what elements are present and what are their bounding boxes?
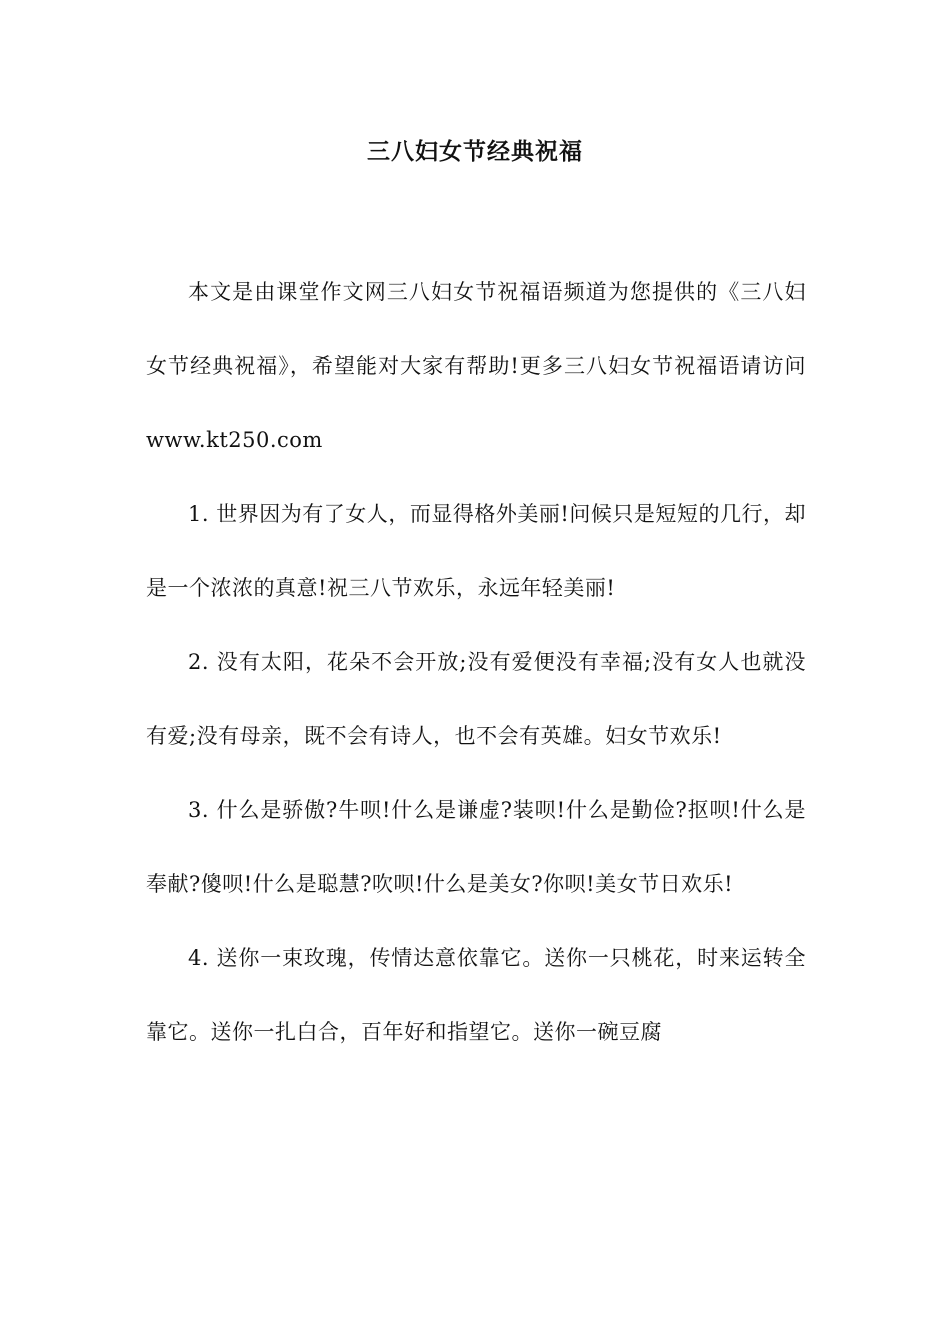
wish-paragraph-1: 1. 世界因为有了女人，而显得格外美丽!问候只是短短的几行，却是一个浓浓的真意!祝三八节欢乐，永远年轻美丽!	[146, 502, 806, 600]
document-title: 三八妇女节经典祝福	[367, 138, 583, 165]
wish-paragraph-4: 4. 送你一束玫瑰，传情达意依靠它。送你一只桃花，时来运转全靠它。送你一扎白合，百年好和指望它。送你一碗豆腐	[146, 946, 806, 1044]
wish-paragraph-3: 3. 什么是骄傲?牛呗!什么是谦虚?装呗!什么是勤俭?抠呗!什么是奉献?傻呗!什么是聪慧?吹呗!什么是美女?你呗!美女节日欢乐!	[146, 798, 806, 896]
document-body	[146, 255, 806, 1069]
wish-paragraph-2: 2. 没有太阳，花朵不会开放;没有爱便没有幸福;没有女人也就没有爱;没有母亲，既不会有诗人，也不会有英雄。妇女节欢乐!	[146, 650, 806, 748]
intro-paragraph: 本文是由课堂作文网三八妇女节祝福语频道为您提供的《三八妇女节经典祝福》，希望能对大家有帮助!更多三八妇女节祝福语请访问www.kt250.com	[146, 280, 806, 452]
